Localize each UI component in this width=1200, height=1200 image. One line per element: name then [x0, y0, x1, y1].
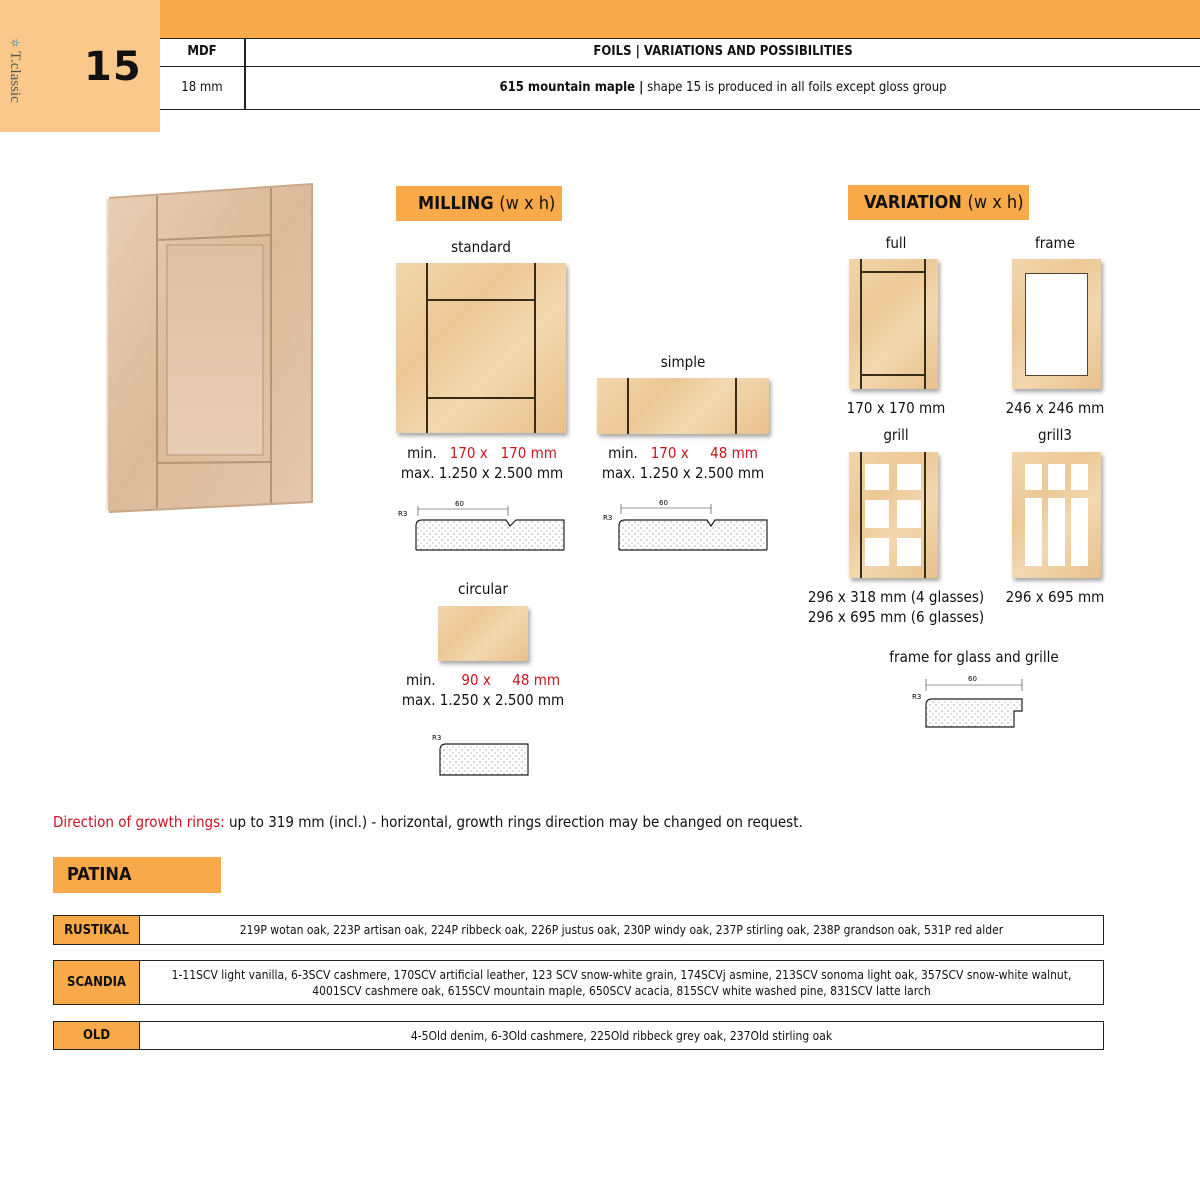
full-size: 170 x 170 mm: [846, 399, 946, 417]
patina-row-label: OLD: [54, 1022, 140, 1049]
simple-label: simple: [660, 353, 706, 371]
thickness-value: 18 mm: [181, 80, 223, 95]
patina-row-label: SCANDIA: [54, 961, 140, 1004]
grill3-label: grill3: [1038, 426, 1072, 444]
simple-profile: [603, 496, 773, 552]
circular-max: max. 1.250 x 2.500 mm: [401, 691, 565, 709]
patina-title: PATINA: [53, 857, 221, 893]
standard-min-prefix: min.: [407, 444, 437, 462]
standard-min: [396, 444, 568, 462]
profile-drawing-4: [910, 673, 1030, 733]
simple-min-prefix: min.: [608, 444, 638, 462]
grill-size-1: 296 x 318 mm (4 glasses): [807, 588, 985, 606]
brand-name: T.classic: [6, 50, 23, 103]
circular-min-prefix: min.: [405, 671, 436, 689]
circular-profile: [430, 730, 540, 778]
profile-drawing-2: [603, 496, 773, 552]
grill-panel: [849, 452, 938, 578]
standard-max: max. 1.250 x 2.500 mm: [400, 464, 564, 482]
variation-unit: (w x h): [967, 192, 1024, 213]
logo-dots-icon: ✲: [7, 38, 20, 48]
profile-radius-2: R3: [603, 514, 613, 522]
patina-row-label: RUSTIKAL: [54, 916, 140, 944]
frame-label: frame: [1034, 234, 1075, 252]
patina-row-scandia: [53, 960, 1104, 1005]
circular-min: [397, 671, 569, 689]
patina-row-text: 1-11SCV light vanilla, 6-3SCV cashmere, 170SCV artificial leather, 123 SCV snow-white grain, 174SCVj asmine, 213SCV sonoma light oak, 357SCV snow-white walnut, 4001SCV cashmere oak, 615SCV mountain maple, 650SCV acacia, 815SCV white washed pine, 831SCV latte larch: [171, 967, 1072, 998]
frame-glass-label: frame for glass and grille: [889, 648, 1059, 666]
growth-prefix: Direction of growth rings:: [53, 813, 225, 831]
standard-profile: [398, 496, 568, 552]
profile-dim-4: 60: [968, 675, 977, 683]
profile-radius-3: R3: [432, 734, 442, 742]
spec-table: [160, 38, 1200, 110]
profile-dim-2: 60: [659, 499, 668, 507]
simple-min: [597, 444, 769, 462]
frame-size: 246 x 246 mm: [1005, 399, 1105, 417]
foil-note: shape 15 is produced in all foils except gloss group: [643, 80, 947, 95]
growth-rings-note: [53, 813, 803, 831]
patina-row-text: 4-5Old denim, 6-3Old cashmere, 225Old ribbeck grey oak, 237Old stirling oak: [410, 1028, 833, 1043]
door-photo: [105, 183, 315, 513]
simple-panel: [597, 378, 769, 434]
profile-drawing: [398, 496, 568, 552]
milling-title: [396, 186, 562, 221]
patina-row-old: [53, 1021, 1104, 1050]
circular-min-h: 48 mm: [512, 671, 561, 689]
simple-max: max. 1.250 x 2.500 mm: [601, 464, 765, 482]
circular-min-w: 90 x: [461, 671, 491, 689]
simple-min-w: 170 x: [650, 444, 689, 462]
grill-label: grill: [883, 426, 909, 444]
circular-panel: [438, 606, 528, 661]
patina-row-rustikal: [53, 915, 1104, 945]
col-foils-header: FOILS | VARIATIONS AND POSSIBILITIES: [593, 44, 853, 59]
grill3-size: 296 x 695 mm: [1005, 588, 1105, 606]
variation-title-text: VARIATION: [864, 192, 962, 213]
brand-logo: [6, 38, 23, 103]
standard-panel: [396, 263, 566, 433]
variation-title: [848, 185, 1029, 220]
profile-drawing-3: [430, 730, 540, 778]
frame-glass-profile: [910, 673, 1030, 733]
full-panel: [849, 259, 938, 389]
foil-description: [246, 80, 1200, 95]
top-orange-strip: [160, 0, 1200, 38]
shape-number-box: [0, 0, 160, 132]
profile-radius-4: R3: [912, 693, 922, 701]
profile-dim-1: 60: [455, 500, 464, 508]
patina-row-text: 219P wotan oak, 223P artisan oak, 224P ribbeck oak, 226P justus oak, 230P windy oak, 237P stirling oak, 238P grandson oak, 531P red alder: [239, 923, 1004, 937]
simple-min-h: 48 mm: [710, 444, 758, 462]
growth-text: up to 319 mm (incl.) - horizontal, growth rings direction may be changed on request.: [224, 813, 803, 831]
standard-min-w: 170 x: [449, 444, 488, 462]
col-mdf-header: MDF: [187, 44, 217, 59]
grill-size-2: 296 x 695 mm (6 glasses): [807, 608, 985, 626]
grill3-panel: [1012, 452, 1101, 578]
circular-label: circular: [458, 580, 508, 598]
door-illustration: [105, 183, 315, 513]
milling-unit: (w x h): [499, 193, 556, 214]
frame-panel: [1012, 259, 1101, 389]
milling-title-text: MILLING: [418, 193, 494, 214]
shape-number: 15: [84, 44, 142, 90]
foil-name: 615 mountain maple |: [499, 80, 644, 95]
full-label: full: [885, 234, 907, 252]
standard-label: standard: [451, 238, 511, 256]
standard-min-h: 170 mm: [500, 444, 557, 462]
profile-radius-1: R3: [398, 510, 408, 518]
